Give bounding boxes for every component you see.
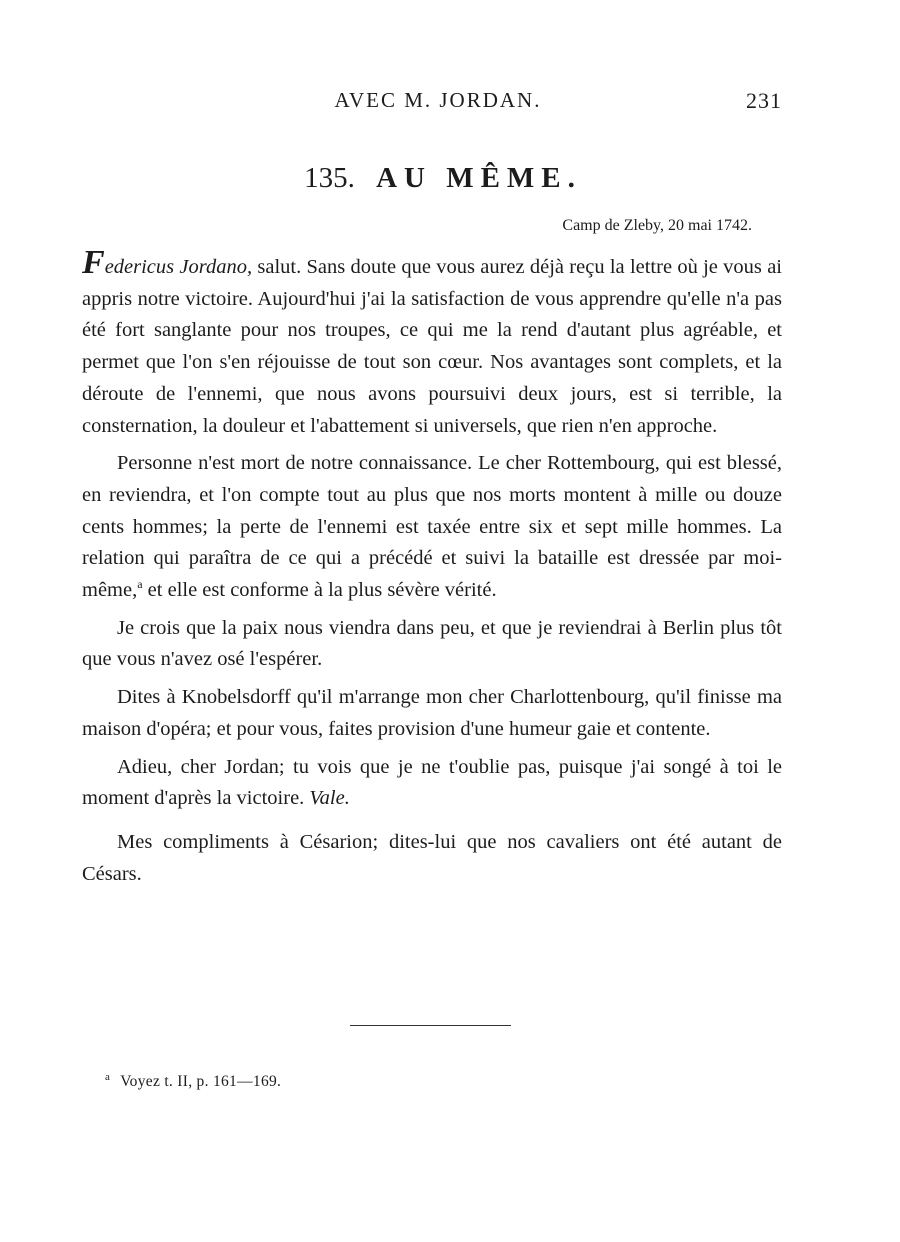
- closing-vale: Vale.: [309, 787, 350, 810]
- footnote-separator: [350, 1025, 511, 1026]
- paragraph-5: [82, 752, 782, 815]
- paragraph-3: Je crois que la paix nous viendra dans peu, et que je reviendrai à Berlin plus tôt que vous n'avez osé l'espérer.: [82, 616, 782, 671]
- paragraph-5-text: Adieu, cher Jordan; tu vois que je ne t'oublie pas, puisque j'ai songé à toi le moment d'après la victoire.: [82, 755, 782, 810]
- running-head: [0, 88, 900, 118]
- footnote: [105, 1071, 281, 1091]
- letter-body: [82, 244, 782, 890]
- footnote-reference[interactable]: a: [137, 577, 143, 592]
- page-number: 231: [746, 88, 782, 113]
- drop-cap: F: [82, 244, 105, 281]
- letter-title: AU MÊME.: [376, 162, 582, 194]
- footnote-text: Voyez t. II, p. 161—169.: [120, 1073, 282, 1091]
- paragraph-2: [82, 448, 782, 607]
- salutation-name: edericus Jordano,: [104, 256, 253, 278]
- paragraph-1-text: salut. Sans doute que vous aurez déjà reçu la lettre où je vous ai appris notre victoire. Aujourd'hui j'ai la satisfaction de vous apprendre qu'elle n'a pas été fort sanglante pour nos troupes, ce qui me la rend d'autant plus agréable, et permet que l'on s'en réjouisse de tout son cœur. Nos avantages sont complets, et la déroute de l'ennemi, que nous avons poursuivi deux jours, est si terrible, la consternation, la douleur et l'abattement si universels, que rien n'en approche.: [82, 256, 782, 437]
- letter-number: 135.: [304, 162, 355, 194]
- letter-heading: [0, 162, 886, 195]
- paragraph-2-text-after: et elle est conforme à la plus sévère vérité.: [142, 579, 497, 602]
- paragraph-2-text: Personne n'est mort de notre connaissance. Le cher Rottembourg, qui est blessé, en reviendra, et l'on compte tout au plus que nos morts montent à mille ou douze cents hommes; la perte de l'ennemi est taxée entre six et sept mille hommes. La relation qui paraîtra de ce qui a précédé et suivi la bataille est dressée par moi-même,: [82, 452, 782, 602]
- paragraph-4: Dites à Knobelsdorff qu'il m'arrange mon cher Charlottenbourg, qu'il finisse ma maison d'opéra; et pour vous, faites provision d'une humeur gaie et contente.: [82, 686, 782, 740]
- paragraph-1: [82, 244, 782, 442]
- postscript: Mes compliments à Césarion; dites-lui que nos cavaliers ont été autant de Césars.: [82, 830, 782, 885]
- letter-dateline: Camp de Zleby, 20 mai 1742.: [562, 217, 752, 234]
- footnote-mark: a: [105, 1071, 111, 1083]
- running-title: AVEC M. JORDAN.: [334, 88, 542, 112]
